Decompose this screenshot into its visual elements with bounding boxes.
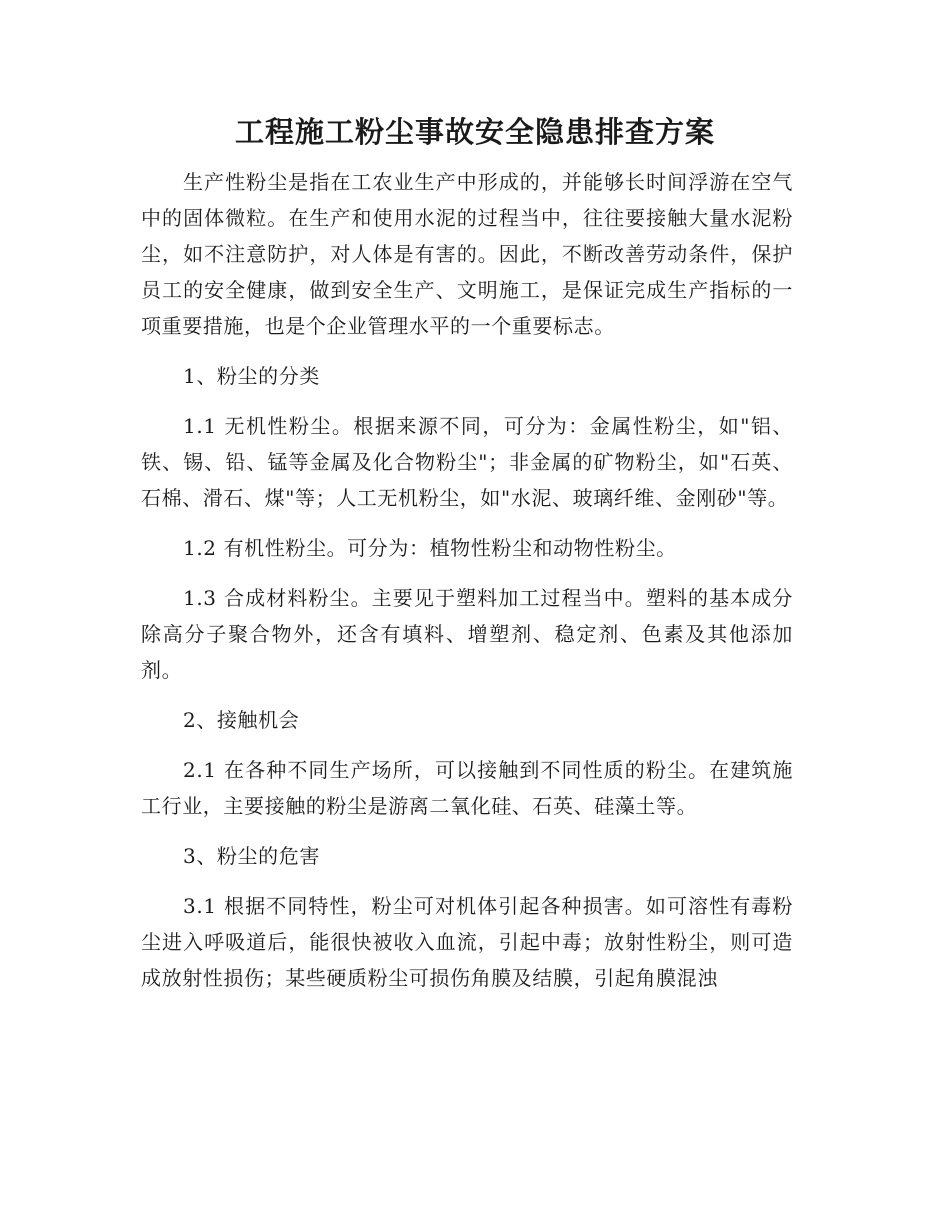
paragraph-1-2: 1.2 有机性粉尘。可分为：植物性粉尘和动物性粉尘。	[183, 536, 677, 560]
section-heading-exposure: 2、接触机会	[183, 708, 300, 732]
document-title: 工程施工粉尘事故安全隐患排查方案	[234, 115, 715, 149]
document-body	[141, 164, 793, 1010]
paragraph-1-3: 1.3 合成材料粉尘。主要见于塑料加工过程当中。塑料的基本成分除高分子聚合物外，还含有填料、增塑剂、稳定剂、色素及其他添加剂。	[141, 586, 793, 682]
paragraph-3-1: 3.1 根据不同特性，粉尘可对机体引起各种损害。如可溶性有毒粉尘进入呼吸道后，能很快被收入血流，引起中毒；放射性粉尘，则可造成放射性损伤；某些硬质粉尘可损伤角膜及结膜，引起角膜混浊	[141, 894, 793, 990]
section-heading-classification: 1、粉尘的分类	[183, 364, 320, 388]
paragraph-1-1: 1.1 无机性粉尘。根据来源不同，可分为：金属性粉尘，如"铝、铁、锡、铅、锰等金属及化合物粉尘"；非金属的矿物粉尘，如"石英、石棉、滑石、煤"等；人工无机粉尘，如"水泥、玻璃纤维、金刚砂"等。	[141, 414, 793, 510]
section-heading-hazards: 3、粉尘的危害	[183, 844, 320, 868]
intro-paragraph: 生产性粉尘是指在工农业生产中形成的，并能够长时间浮游在空气中的固体微粒。在生产和使用水泥的过程当中，往往要接触大量水泥粉尘，如不注意防护，对人体是有害的。因此，不断改善劳动条件，保护员工的安全健康，做到安全生产、文明施工，是保证完成生产指标的一项重要措施，也是个企业管理水平的一个重要标志。	[141, 170, 793, 338]
paragraph-2-1: 2.1 在各种不同生产场所，可以接触到不同性质的粉尘。在建筑施工行业，主要接触的粉尘是游离二氧化硅、石英、硅藻土等。	[141, 758, 793, 818]
